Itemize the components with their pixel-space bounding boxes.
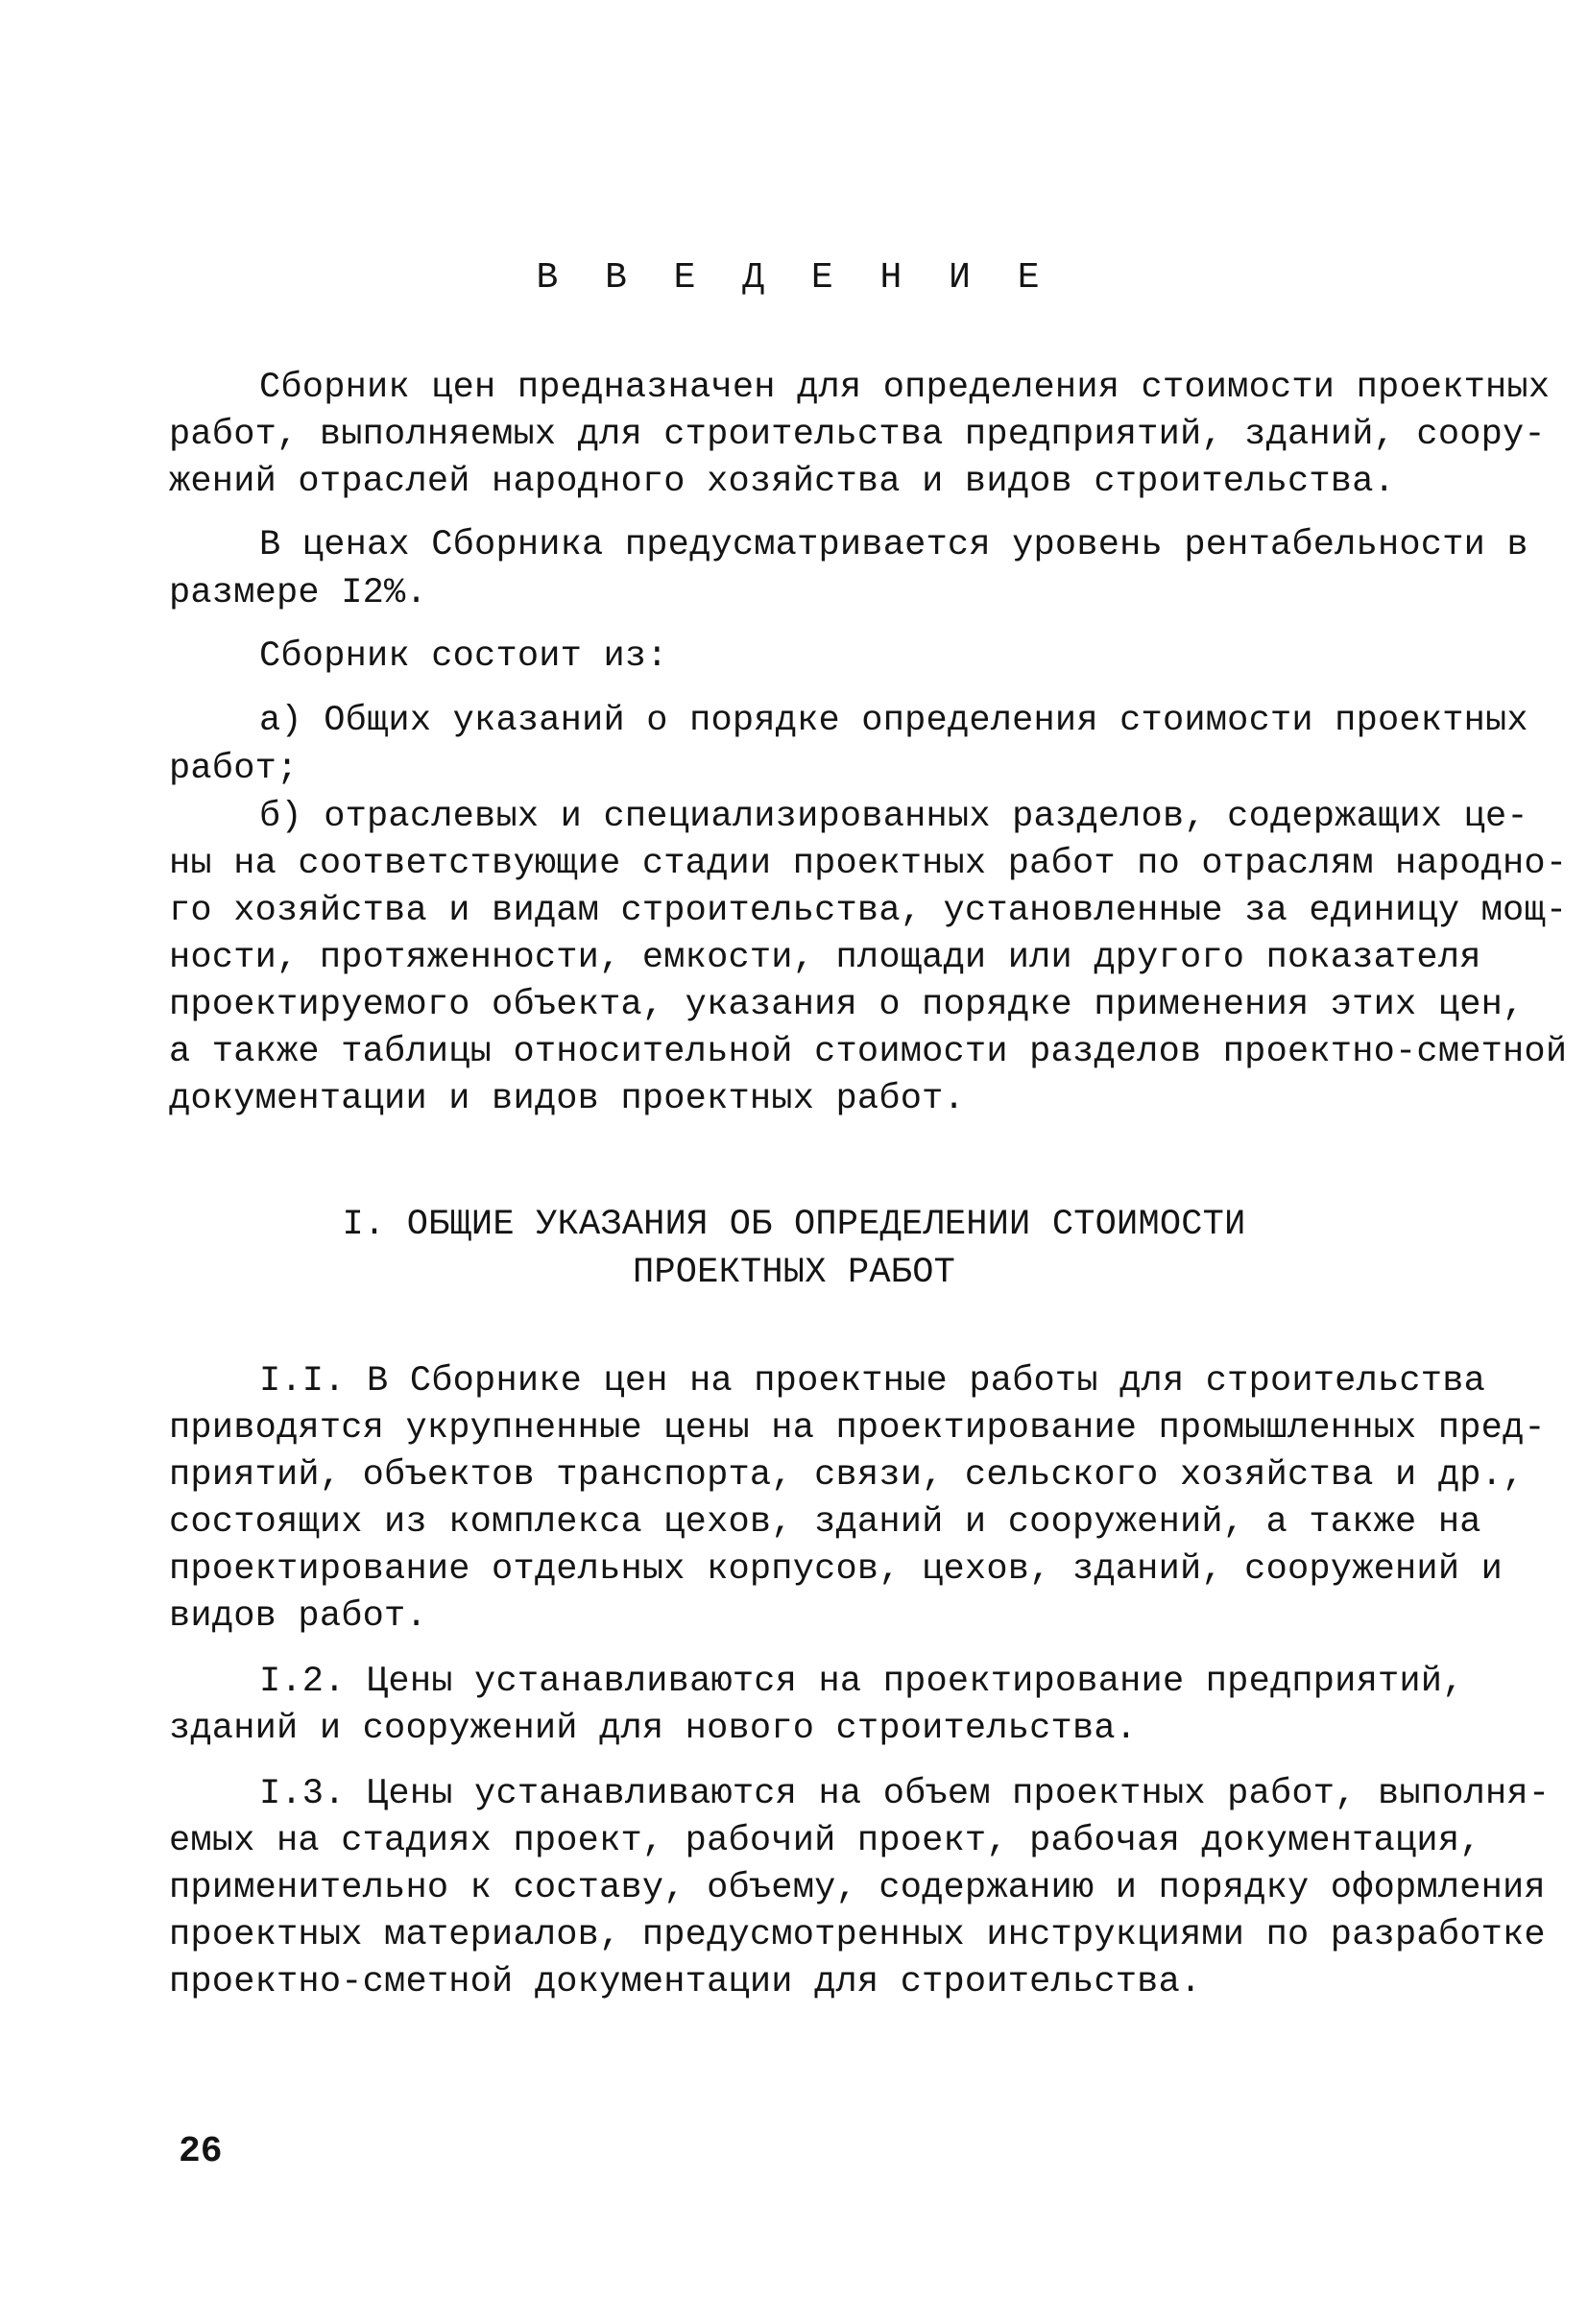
text-line: приводятся укрупненные цены на проектирование промышленных пред-: [169, 1408, 1546, 1449]
text-line: а также таблицы относительной стоимости разделов проектно-сметной: [169, 1032, 1568, 1072]
text-line: I.3. Цены устанавливаются на объем проектных работ, выполня-: [259, 1774, 1551, 1814]
text-line: документации и видов проектных работ.: [169, 1079, 965, 1119]
text-line: I.2. Цены устанавливаются на проектирование предприятий,: [259, 1662, 1464, 1702]
text-line: работ, выполняемых для строительства предприятий, зданий, соору-: [169, 415, 1546, 455]
text-line: В ценах Сборника предусматривается уровень рентабельности в: [259, 525, 1528, 565]
section-heading: I. ОБЩИЕ УКАЗАНИЯ ОБ ОПРЕДЕЛЕНИИ СТОИМОСТИ: [342, 1205, 1246, 1245]
introduction-title: В В Е Д Е Н И Е: [536, 257, 1052, 299]
text-line: ности, протяженности, емкости, площади или другого показателя: [169, 938, 1481, 978]
section-heading: ПРОЕКТНЫХ РАБОТ: [632, 1253, 956, 1293]
text-line: проектирование отдельных корпусов, цехов, зданий, сооружений и: [169, 1549, 1504, 1590]
text-line: I.I. В Сборнике цен на проектные работы для строительства: [259, 1361, 1486, 1402]
text-line: Сборник состоит из:: [259, 636, 668, 677]
text-line: а) Общих указаний о порядке определения стоимости проектных: [259, 701, 1528, 741]
text-line: жений отраслей народного хозяйства и видов строительства.: [169, 462, 1396, 502]
text-line: применительно к составу, объему, содержанию и порядку оформления: [169, 1868, 1546, 1908]
text-line: ны на соответствующие стадии проектных работ по отраслям народно-: [169, 844, 1568, 884]
text-line: видов работ.: [169, 1596, 427, 1637]
text-line: Сборник цен предназначен для определения стоимости проектных: [259, 368, 1551, 408]
text-line: зданий и сооружений для нового строительства.: [169, 1709, 1138, 1749]
text-line: проектируемого объекта, указания о порядке применения этих цен,: [169, 985, 1525, 1025]
text-line: приятий, объектов транспорта, связи, сельского хозяйства и др.,: [169, 1455, 1525, 1496]
text-line: емых на стадиях проект, рабочий проект, рабочая документация,: [169, 1821, 1481, 1861]
text-line: проектных материалов, предусмотренных инструкциями по разработке: [169, 1915, 1546, 1955]
text-line: проектно-сметной документации для строительства.: [169, 1962, 1202, 2002]
page-number: 26: [179, 2131, 223, 2172]
text-line: работ;: [169, 749, 299, 789]
text-line: б) отраслевых и специализированных разделов, содержащих це-: [259, 797, 1528, 837]
text-line: го хозяйства и видам строительства, установленные за единицу мощ-: [169, 891, 1568, 931]
text-line: размере I2%.: [169, 573, 427, 613]
text-line: состоящих из комплекса цехов, зданий и сооружений, а также на: [169, 1502, 1481, 1543]
